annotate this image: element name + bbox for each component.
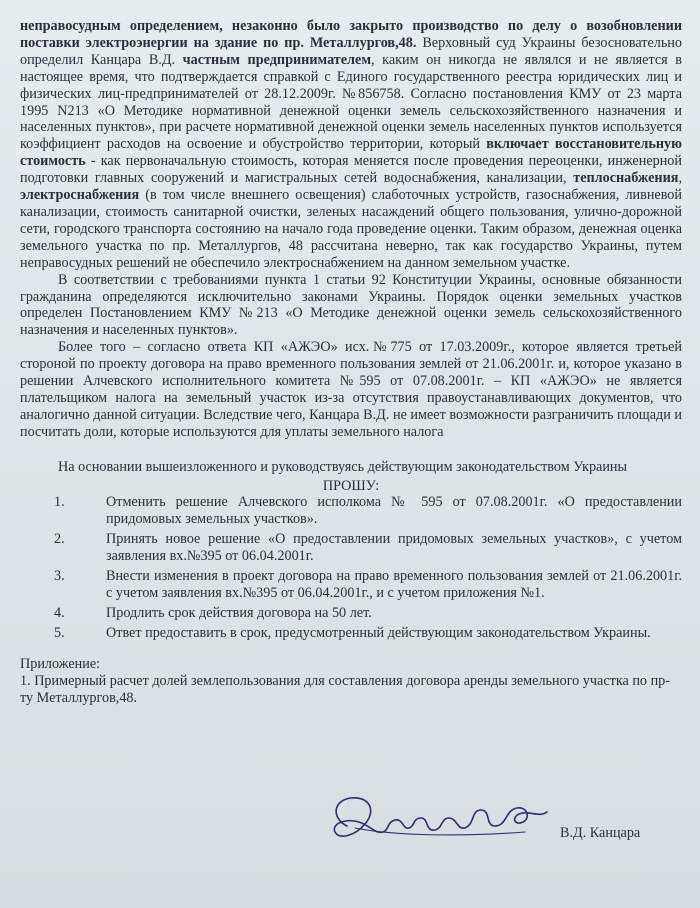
paragraph-moreover: Более того – согласно ответа КП «АЖЭО» исх.№775 от 17.03.2009г., которое является третьей стороной по проекту договора на право временного пользования землей от 21.06.2001г. и, которое указано в решении Алчевского исполнительного комитета №595 от 07.08.2001г. – КП «АЖЭО» не является плательщиком налога на земельный участок из-за отсутствия правоустанавливающих документов, что аналогично данной ситуации. Вследствие чего, Канцара В.Д. не имеет возможности разграничить площади и посчитать доли, которые используются для уплаты земельного налога	[20, 339, 682, 440]
request-item	[20, 605, 682, 622]
request-text: Внести изменения в проект договора на право временного пользования землей от 21.06.2001г. с учетом заявления вх.№395 от 06.04.2001г., и с учетом приложения №1.	[106, 568, 682, 601]
request-number: 1.	[54, 494, 65, 511]
request-number: 2.	[54, 531, 65, 548]
request-number: 3.	[54, 568, 65, 585]
text-run: ,	[678, 170, 682, 187]
request-text: Ответ предоставить в срок, предусмотренный действующим законодательством Украины.	[106, 624, 651, 641]
request-number: 4.	[54, 604, 65, 621]
request-list	[20, 494, 682, 641]
request-text: Принять новое решение «О предоставлении придомовых земельных участков», с учетом заявления вх.№395 от 06.04.2001г.	[106, 531, 682, 565]
bold-text: теплоснабжения	[573, 170, 679, 187]
request-item	[20, 625, 682, 642]
text-run: (в том числе внешнего освещения) слаботочных устройств, газоснабжения, ливневой канализации, стоимость санитарной очистки, зеленых насаждений общего пользования, улично-дорожной сети, городского транспорта состоянию на начало года проведение оценки. Таким образом, денежная оценка земельного участка по пр. Металлургов, 48 рассчитана неверно, так как государство Украины, путем неправосудных решений не обеспечило электроснабжением на данном земельном участке.	[20, 187, 682, 271]
signer-name: В.Д. Канцара	[560, 825, 641, 841]
appendix	[20, 656, 682, 707]
request-item	[20, 494, 682, 528]
spacer	[20, 441, 682, 459]
request-text: Продлить срок действия договора на 50 лет.	[106, 604, 372, 621]
paragraph-basis: На основании вышеизложенного и руководствуясь действующим законодательством Украины	[58, 458, 628, 475]
text-run: - как первоначальную стоимость, которая меняется после проведения переоценки, инженерной подготовки главных сооружений и магистральных сетей водоснабжения, канализации,	[20, 153, 682, 187]
paragraph-court-decision	[20, 18, 682, 272]
request-number: 5.	[54, 624, 65, 641]
bold-text: частным предпринимателем	[182, 51, 371, 68]
appendix-item: 1. Примерный расчет долей землепользования для составления договора аренды земельного участка по пр-ту Металлургов,48.	[20, 672, 670, 706]
bold-text: электроснабжения	[20, 187, 140, 204]
request-text: Отменить решение Алчевского исполкома № 595 от 07.08.2001г. «О предоставлении придомовых земельных участков».	[106, 494, 682, 528]
appendix-title: Приложение:	[20, 655, 101, 672]
bold-text: неправосудным определением, незаконно было закрыто производство по делу о возобновлении поставки электроэнергии на здание по пр. Металлургов,48.	[20, 18, 682, 51]
text-run: Верховный суд Украины безосновательно определил Канцара В.Д.	[20, 34, 682, 68]
request-item	[20, 531, 682, 565]
bold-text: включает восстановительную стоимость	[20, 136, 682, 170]
text-run: , каким он никогда не являлся и не является в настоящее время, что подтверждается справкой с Единого государственного реестра юридических лиц и физических лиц-предпринимателей от 28.12.2009г. №856758. Согласно постановления КМУ от 23 марта 1995 N213 «О Методике нормативной денежной оценки земель сельскохозяйственного назначения и населенных пунктов», при расчете нормативной денежной оценки земель населенных пунктов используется коэффициент расходов на освоение и обустройство территории, который	[20, 51, 682, 153]
handwritten-signature	[325, 788, 555, 854]
request-title: ПРОШУ:	[322, 477, 380, 494]
request-item	[20, 568, 682, 602]
paragraph-constitution: В соответствии с требованиями пункта 1 статьи 92 Конституции Украины, основные обязанности гражданина определяются исключительно законами Украины. Порядок оценки земельных участков определен Постановлением КМУ №213 «О Методике денежной оценки земель сельскохозяйственного назначения и населенных пунктов».	[20, 271, 682, 339]
